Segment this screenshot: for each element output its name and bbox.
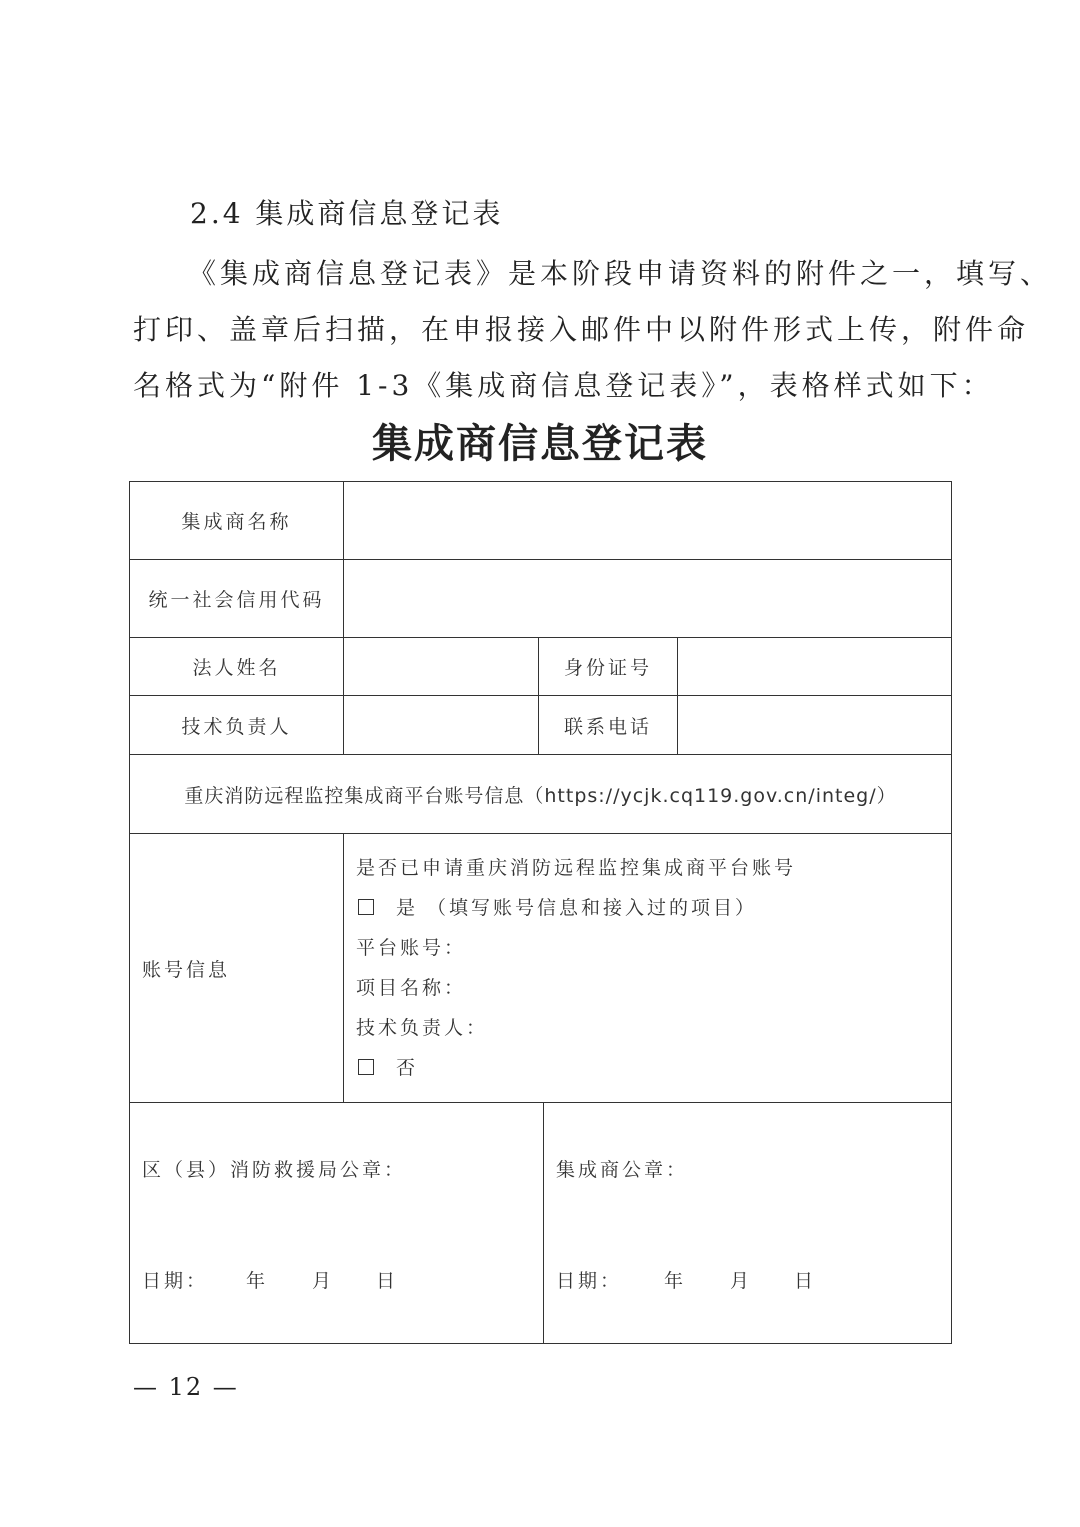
day-label: 日 — [376, 1270, 399, 1292]
registration-form-table — [129, 481, 952, 1344]
tech-lead-field[interactable] — [344, 696, 539, 755]
intro-paragraph — [133, 246, 1053, 414]
day-label: 日 — [794, 1270, 817, 1292]
row-credit-code — [130, 560, 952, 638]
date-label: 日期： — [142, 1270, 209, 1292]
credit-code-label: 统一社会信用代码 — [130, 560, 344, 638]
district-date-row — [142, 1266, 398, 1293]
legal-person-field[interactable] — [344, 638, 539, 696]
integrator-name-field[interactable] — [344, 482, 952, 560]
integrator-date-row — [556, 1266, 816, 1293]
integrator-seal-label: 集成商公章： — [556, 1159, 689, 1181]
account-options-cell — [344, 834, 952, 1103]
section-heading: 2.4 集成商信息登记表 — [190, 197, 504, 230]
checkbox-yes[interactable] — [358, 899, 374, 915]
phone-label: 联系电话 — [539, 696, 678, 755]
month-label: 月 — [312, 1270, 335, 1292]
integrator-name-label: 集成商名称 — [130, 482, 344, 560]
id-number-label: 身份证号 — [539, 638, 678, 696]
district-seal-cell — [130, 1103, 544, 1344]
account-info-label: 账号信息 — [130, 834, 344, 1103]
option-yes-row — [356, 888, 951, 928]
date-label: 日期： — [556, 1270, 623, 1292]
year-label: 年 — [664, 1270, 687, 1292]
district-seal-label: 区（县）消防救援局公章： — [142, 1159, 407, 1181]
intro-line: 打印、盖章后扫描，在申报接入邮件中以附件形式上传，附件命 — [133, 313, 1030, 346]
month-label: 月 — [730, 1270, 753, 1292]
integrator-seal-cell — [544, 1103, 952, 1344]
year-label: 年 — [246, 1270, 269, 1292]
intro-line: 名格式为“附件 1-3《集成商信息登记表》”，表格样式如下： — [133, 369, 994, 402]
option-yes-label: 是 （填写账号信息和接入过的项目） — [396, 897, 758, 919]
checkbox-no[interactable] — [358, 1059, 374, 1075]
tech-lead-field-label: 技术负责人： — [356, 1017, 489, 1039]
legal-person-label: 法人姓名 — [130, 638, 344, 696]
intro-line: 《集成商信息登记表》是本阶段申请资料的附件之一，填写、 — [188, 257, 1053, 290]
phone-field[interactable] — [678, 696, 952, 755]
row-platform-info — [130, 755, 952, 834]
option-no-row — [356, 1048, 951, 1088]
row-account-info — [130, 834, 952, 1103]
tech-lead-label: 技术负责人 — [130, 696, 344, 755]
platform-account-label: 平台账号： — [356, 937, 467, 959]
row-legal-person — [130, 638, 952, 696]
credit-code-field[interactable] — [344, 560, 952, 638]
platform-info-text: 重庆消防远程监控集成商平台账号信息（https://ycjk.cq119.gov.cn/integ/） — [130, 755, 952, 834]
project-name-label: 项目名称： — [356, 977, 467, 999]
row-integrator-name — [130, 482, 952, 560]
row-seals — [130, 1103, 952, 1344]
row-tech-lead — [130, 696, 952, 755]
option-no-label: 否 — [396, 1057, 419, 1079]
page-number: — 12 — — [133, 1373, 239, 1401]
form-title: 集成商信息登记表 — [372, 421, 708, 467]
account-question: 是否已申请重庆消防远程监控集成商平台账号 — [356, 857, 797, 879]
id-number-field[interactable] — [678, 638, 952, 696]
